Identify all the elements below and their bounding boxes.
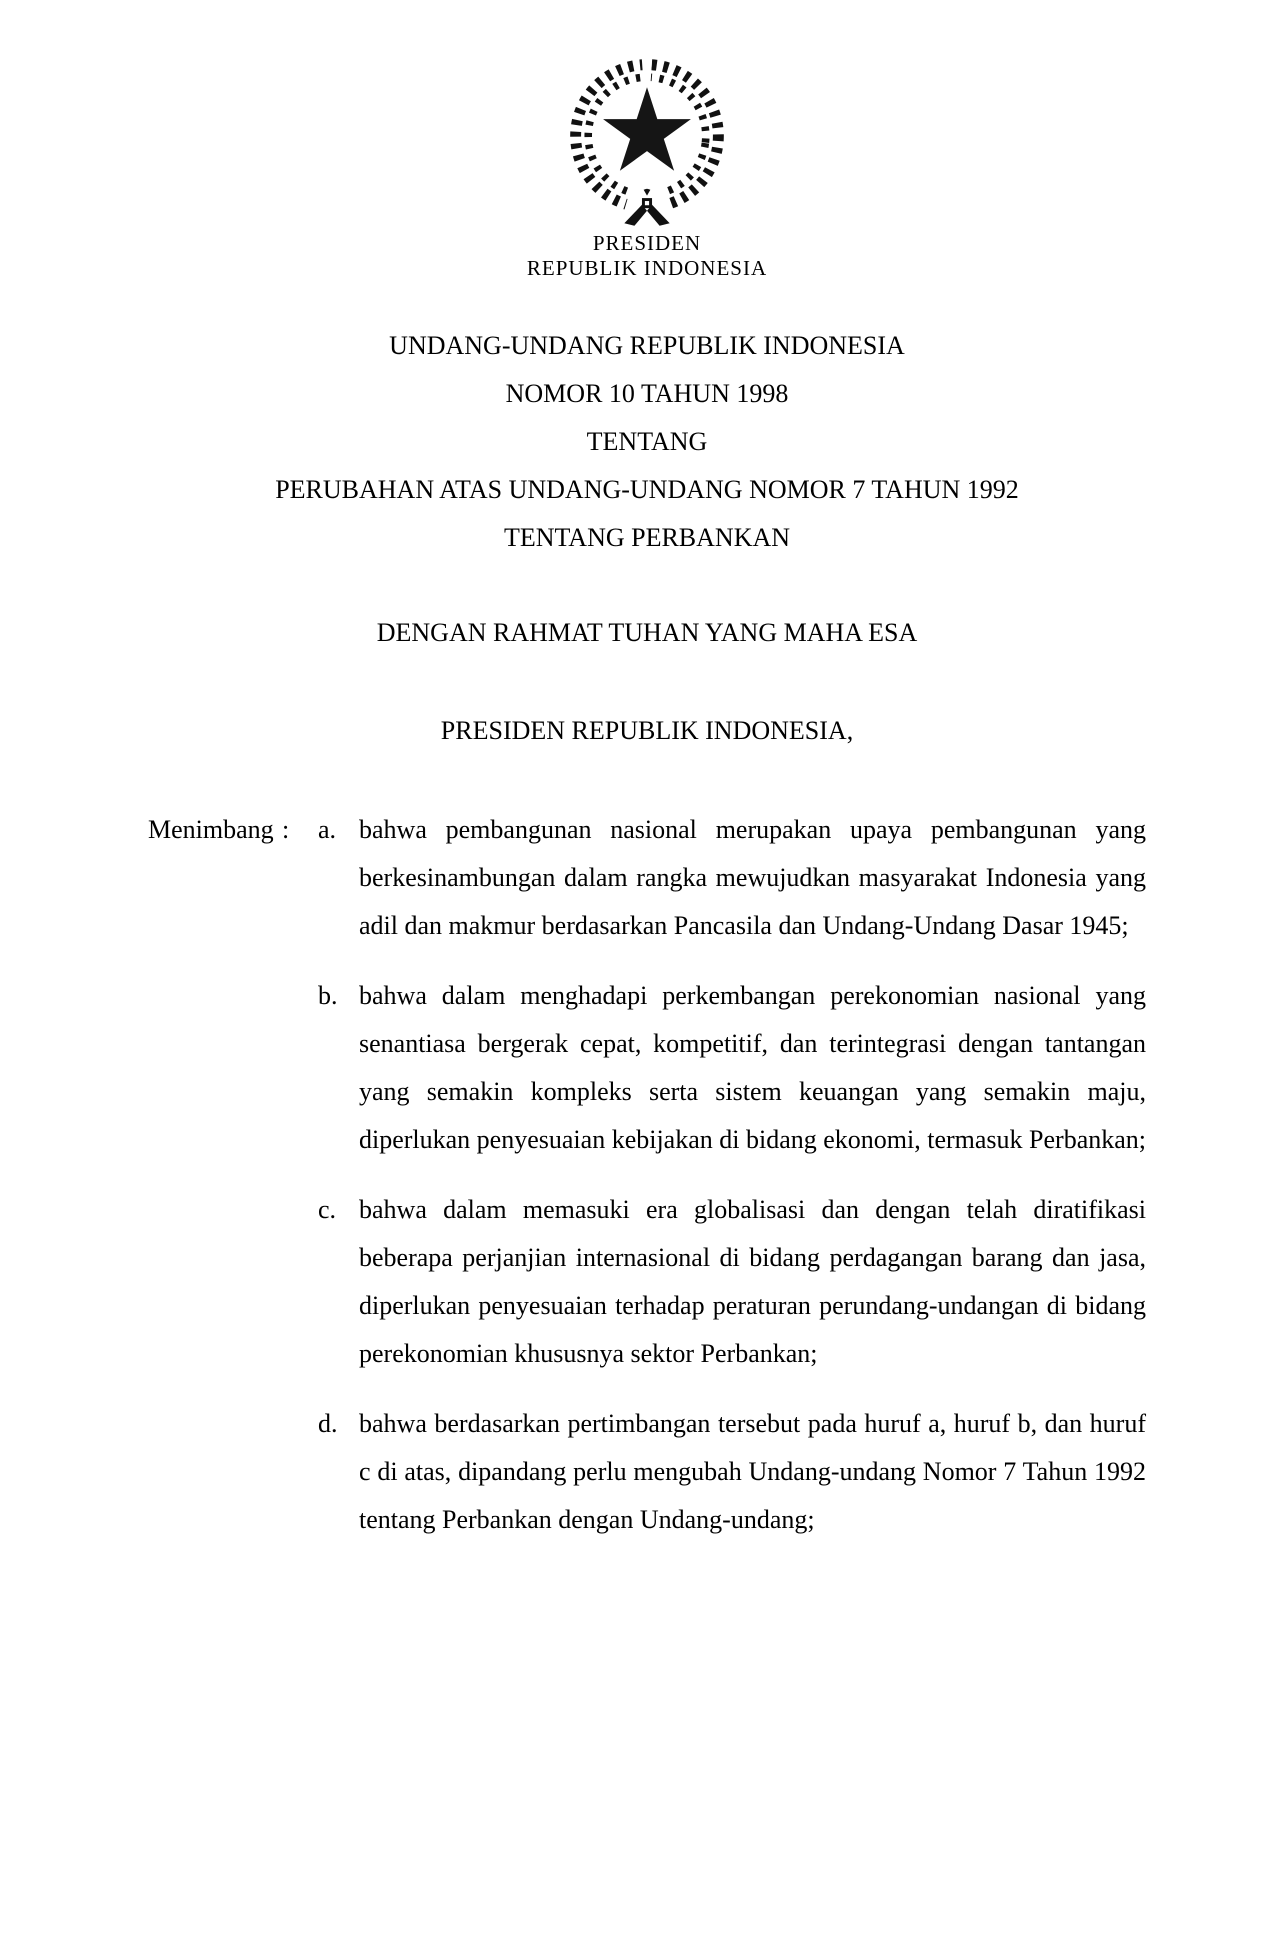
considerations-list (318, 806, 1146, 1544)
page-content (148, 0, 1146, 1950)
item-text: bahwa pembangunan nasional merupakan upaya pembangunan yang berkesinambungan dalam rangka mewujudkan masyarakat Indonesia yang adil dan makmur berdasarkan Pancasila dan Undang-Undang Dasar 1945; (359, 815, 1146, 940)
law-title-line-2: NOMOR 10 TAHUN 1998 (505, 379, 789, 408)
item-text: bahwa dalam menghadapi perkembangan perekonomian nasional yang senantiasa bergerak cepat, kompetitif, dan terintegrasi dengan tantangan yang semakin kompleks serta sistem keuangan yang semakin maju, diperlukan penyesuaian kebijakan di bidang ekonomi, termasuk Perbankan; (359, 981, 1146, 1154)
seal-caption (148, 231, 1146, 281)
law-title-line-1: UNDANG-UNDANG REPUBLIK INDONESIA (389, 331, 905, 360)
item-marker: c. (318, 1195, 337, 1224)
law-title (148, 322, 1146, 562)
considerations-label: Menimbang (148, 815, 274, 844)
consideration-item-c (318, 1186, 1146, 1378)
issuer-line: PRESIDEN REPUBLIK INDONESIA, (440, 716, 854, 745)
consideration-item-b (318, 972, 1146, 1164)
considerations-colon: : (282, 815, 290, 844)
law-title-line-5: TENTANG PERBANKAN (503, 523, 791, 552)
item-marker: a. (318, 815, 337, 844)
item-text: bahwa berdasarkan pertimbangan tersebut pada huruf a, huruf b, dan huruf c di atas, dipandang perlu mengubah Undang-undang Nomor 7 Tahun 1992 tentang Perbankan dengan Undang-undang; (359, 1409, 1146, 1534)
item-marker: b. (318, 981, 338, 1010)
item-text: bahwa dalam memasuki era globalisasi dan dengan telah diratifikasi beberapa perjanjian internasional di bidang perdagangan barang dan jasa, diperlukan penyesuaian terhadap peraturan perundang-undangan di bidang perekonomian khususnya sektor Perbankan; (359, 1195, 1146, 1368)
considerations-section (148, 806, 1146, 1544)
consideration-item-a (318, 806, 1146, 950)
invocation-line: DENGAN RAHMAT TUHAN YANG MAHA ESA (376, 618, 918, 647)
law-title-line-4: PERUBAHAN ATAS UNDANG-UNDANG NOMOR 7 TAHUN 1992 (275, 475, 1019, 504)
presidential-seal-icon (563, 52, 731, 230)
consideration-item-d (318, 1400, 1146, 1544)
item-marker: d. (318, 1409, 338, 1438)
seal-caption-line1: PRESIDEN (592, 231, 702, 255)
seal-caption-line2: REPUBLIK INDONESIA (526, 256, 768, 280)
law-title-line-3: TENTANG (586, 427, 708, 456)
